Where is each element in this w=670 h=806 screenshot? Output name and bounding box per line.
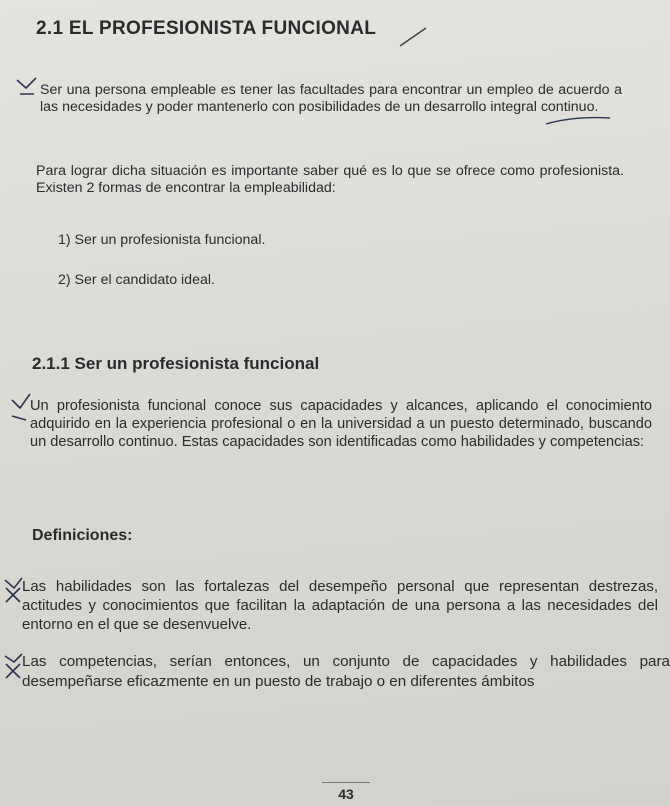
- section-title: 2.1.1 Ser un profesionista funcional: [32, 354, 320, 373]
- page-title: 2.1 EL PROFESIONISTA FUNCIONAL: [36, 18, 377, 39]
- definitions-title: Definiciones:: [32, 527, 133, 544]
- list-item: 2) Ser el candidato ideal.: [58, 272, 215, 288]
- pen-check-mark: [2, 574, 26, 608]
- list-item: 1) Ser un profesionista funcional.: [58, 232, 266, 248]
- pen-check-mark: [2, 650, 26, 684]
- pen-check-mark: [8, 390, 34, 424]
- pen-underline-mark: [544, 112, 614, 128]
- intro-paragraph: Ser una persona empleable es tener las facultades para encontrar un empleo de acuerdo a las necesidades y poder mantenerlo con posibilidades de un desarrollo integral continuo.: [40, 82, 622, 115]
- pen-slash-mark: [396, 24, 430, 50]
- context-paragraph: Para lograr dicha situación es importante saber qué es lo que se ofrece como profesionista. Existen 2 formas de encontrar la empleabilidad:: [36, 163, 624, 196]
- pen-check-mark: [14, 74, 40, 100]
- page-number: 43: [322, 782, 370, 804]
- section-paragraph: Un profesionista funcional conoce sus capacidades y alcances, aplicando el conocimiento adquirido en la experiencia profesional o en la universidad a un puesto determinado, buscando un desarrollo continuo. Estas capacidades son identificadas como habilidades y competencias:: [30, 398, 652, 450]
- definition-skills: Las habilidades son las fortalezas del desempeño personal que representan destrezas, actitudes y conocimientos que facilitan la adaptación de una persona a las necesidades del entorno en el que se desenvuelve.: [22, 578, 658, 633]
- definition-competencies: Las competencias, serían entonces, un conjunto de capacidades y habilidades para desempeñarse eficazmente en un puesto de trabajo o en diferentes ámbitos: [22, 653, 670, 690]
